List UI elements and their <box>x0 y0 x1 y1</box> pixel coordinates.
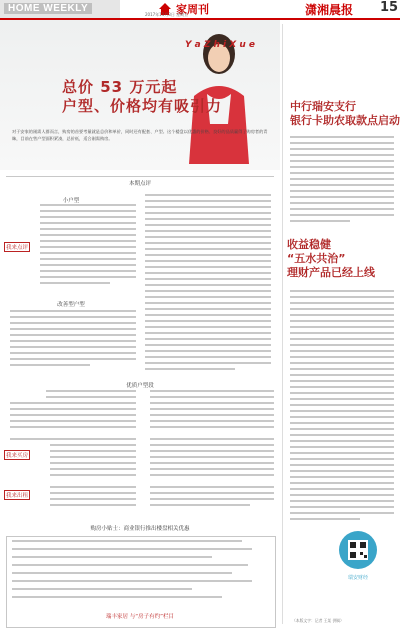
column-divider <box>282 24 283 624</box>
lead-paragraph: 对于安家的刚需人群而言，购房的首要考量就是总价和单价，同时还有配套、户型。这个楼盘以优惠的价格、良好的品质赢得了购房者的青睐，目前在售户型面积紧凑，总价低，适合刚需购房。 <box>12 129 268 141</box>
section-heading-unit: 本期点评 <box>128 181 151 187</box>
right-headline-2-line-2: “五水共治” <box>287 252 346 265</box>
info-box-text <box>12 540 268 608</box>
body-text-col-4 <box>10 390 274 520</box>
right-headline-1-line-1: 中行瑞安支行 <box>290 100 356 113</box>
section-en-label: HOME WEEKLY <box>4 3 92 14</box>
right-headline-2 <box>287 238 375 280</box>
tag-rent: 我来出租 <box>4 490 30 500</box>
right-article-1-body <box>290 136 394 232</box>
body-text-col-1 <box>40 204 140 299</box>
info-box-title: 瑞丰家居 与“房子有约”栏目 <box>106 614 174 620</box>
newspaper-name: 潇湘晨报 <box>305 3 354 17</box>
section-heading-small: 小户型 <box>62 198 80 204</box>
divider <box>6 176 274 177</box>
right-headline-1-line-2: 银行卡助农取款点启动 <box>290 114 400 127</box>
tag-review: 我来点评 <box>4 242 30 252</box>
section-banner <box>0 0 120 18</box>
right-headline-1 <box>290 100 400 128</box>
qr-badge <box>338 530 378 584</box>
badge-label: 瑞安财经 <box>347 575 368 581</box>
right-headline-2-line-1: 收益稳健 <box>287 238 331 251</box>
byline: （本版文字：记者 王某 供稿） <box>292 618 344 623</box>
tag-buy: 我来买房 <box>4 450 30 460</box>
body-text-col-3 <box>10 310 140 380</box>
headline-line-1: 总价 53 万元起 <box>62 78 178 96</box>
tip-heading: 购房小贴士：商业银行推出楼盘相关优惠 <box>90 526 190 532</box>
section-heading-premium: 优质户型段 <box>126 383 154 389</box>
right-article-2-body <box>290 290 394 526</box>
badge-circle-icon <box>338 530 378 570</box>
headline-line-2: 户型、价格均有吸引力 <box>62 97 223 115</box>
main-headline <box>62 78 222 116</box>
right-headline-2-line-3: 理财产品已经上线 <box>287 266 375 279</box>
column-title: 家周刊 <box>176 3 209 16</box>
section-heading-mid: 改善型户型 <box>57 302 85 308</box>
signature: Y a Z h i X u e <box>185 40 255 50</box>
body-text-col-2 <box>145 194 275 380</box>
page-number: 15 <box>380 0 399 15</box>
issue-date: 2017年11月3日 星期五 <box>145 12 189 17</box>
